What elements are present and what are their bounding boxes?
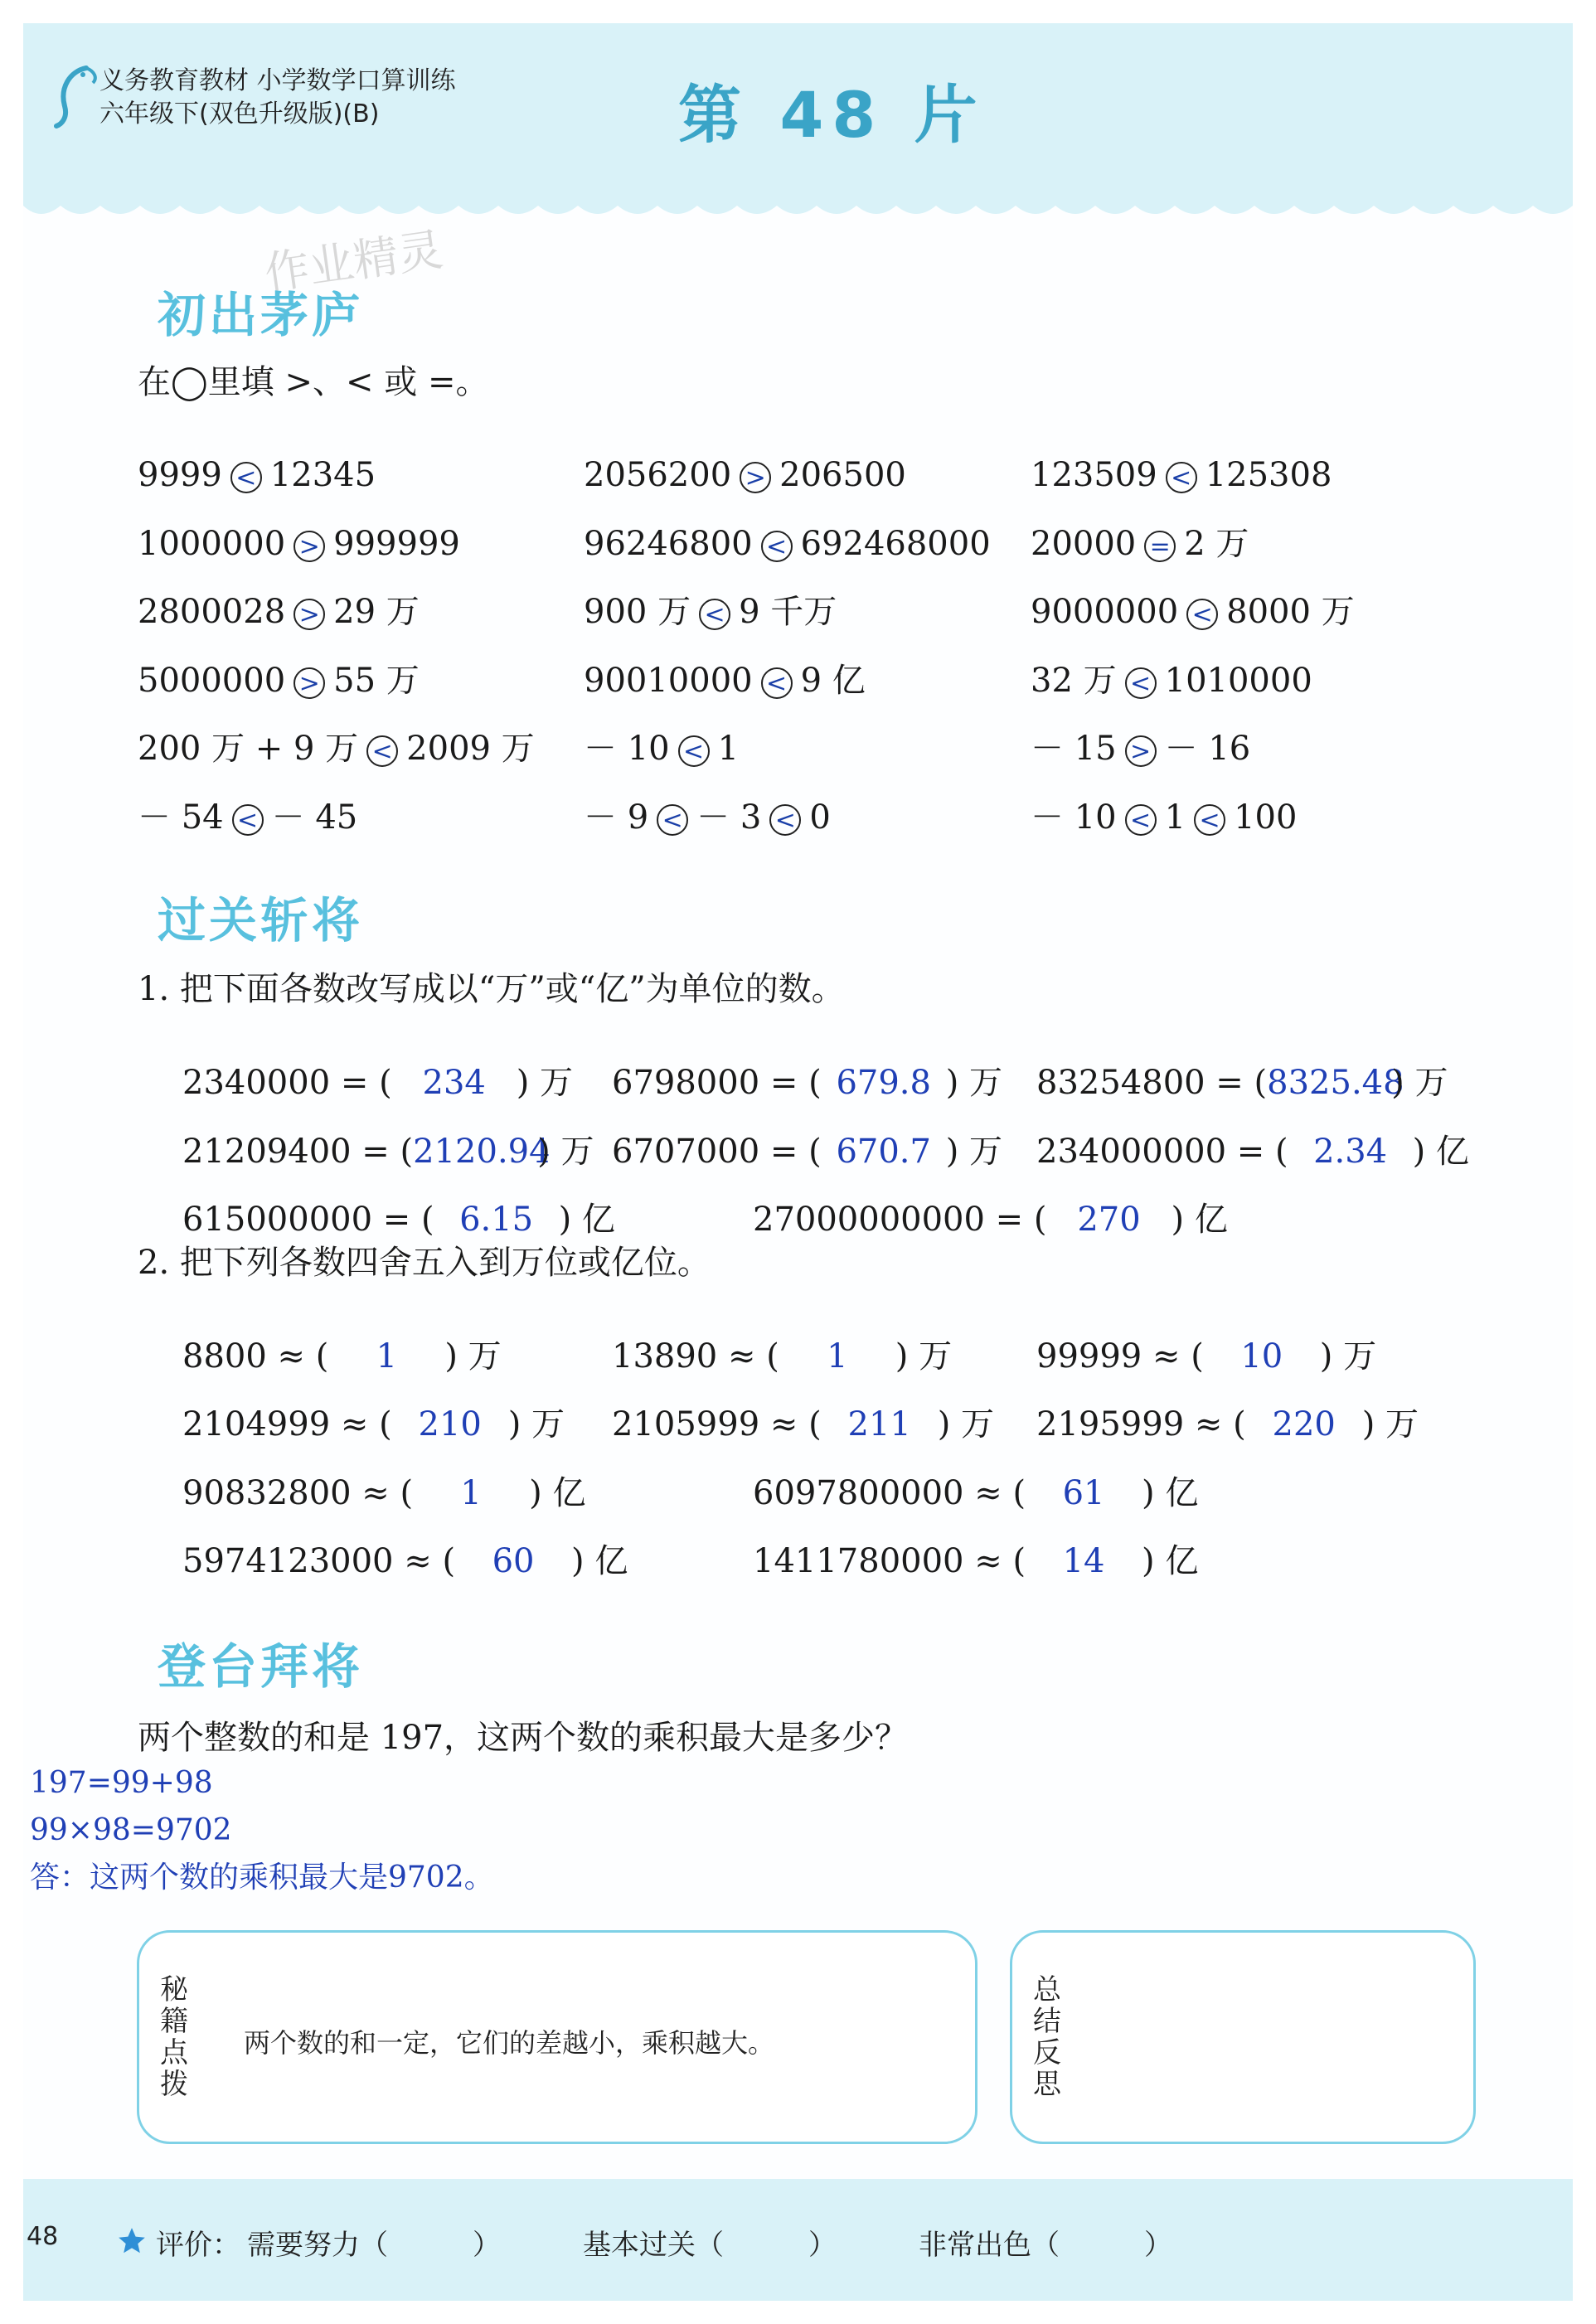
fill-in-item [612, 1062, 1002, 1104]
right-value: 12345 [269, 456, 376, 494]
comparison-chain [1031, 797, 1297, 838]
item-prompt: 2104999 ≈ ( [182, 1405, 392, 1443]
item-unit: ) 万 [945, 1133, 1003, 1171]
item-prompt: 13890 ≈ ( [612, 1337, 779, 1375]
left-value: 90010000 [584, 661, 753, 700]
answer-blank[interactable]: 1 [376, 1337, 398, 1375]
right-value: 999999 [333, 524, 460, 563]
item-unit: ) 万 [507, 1405, 565, 1443]
fill-in-item [182, 1336, 502, 1377]
comparison-item [138, 728, 535, 769]
item-unit: ) 亿 [1142, 1542, 1199, 1580]
item-unit: ) 万 [537, 1133, 594, 1171]
fill-in-item [753, 1540, 1198, 1582]
answer-blank[interactable]: 210 [418, 1405, 482, 1443]
comparison-circle[interactable]: < [1125, 667, 1157, 699]
comparison-item [1031, 728, 1250, 769]
item-prompt: 90832800 ≈ ( [182, 1474, 414, 1512]
item-prompt: 99999 ≈ ( [1036, 1337, 1204, 1375]
item-prompt: 5974123000 ≈ ( [182, 1542, 456, 1580]
comparison-item [584, 591, 837, 633]
right-value: 2 万 [1184, 524, 1249, 563]
right-value: － 16 [1164, 730, 1251, 768]
fill-in-item [182, 1473, 585, 1514]
item-unit: ) 亿 [1142, 1474, 1199, 1512]
item-unit: ) 亿 [558, 1201, 615, 1239]
right-value: 9 千万 [739, 593, 837, 631]
item-prompt: 21209400 = ( [182, 1133, 414, 1171]
left-value: 2800028 [138, 593, 286, 631]
item-unit: ) 亿 [1412, 1133, 1469, 1171]
answer-blank[interactable]: 220 [1272, 1405, 1336, 1443]
comparison-item [1031, 591, 1355, 633]
summary-box [1010, 1930, 1476, 2144]
comparison-item [1031, 454, 1332, 496]
left-value: 1000000 [138, 524, 286, 563]
challenge-question: 两个整数的和是 197，这两个数的乘积最大是多少？ [138, 1719, 909, 1757]
fill-in-item [1036, 1062, 1448, 1104]
value: 100 [1234, 798, 1298, 837]
fill-in-item [182, 1199, 615, 1240]
right-value: 29 万 [333, 593, 420, 631]
item-prompt: 1411780000 ≈ ( [753, 1542, 1026, 1580]
answer-line-2: 99×98=9702 [30, 1813, 232, 1847]
answer-blank[interactable]: 2120.94 [413, 1133, 551, 1171]
right-value: 206500 [779, 456, 906, 494]
page-number: 48 [27, 2222, 59, 2251]
right-value: 125308 [1205, 456, 1332, 494]
answer-line-1: 197=99+98 [30, 1766, 213, 1800]
item-unit: ) 亿 [571, 1542, 628, 1580]
series-line-1: 义务教育教材 小学数学口算训练 [99, 66, 456, 95]
right-value: 8000 万 [1226, 593, 1355, 631]
comparison-circle[interactable]: > [293, 667, 325, 699]
fill-in-item [182, 1540, 628, 1582]
answer-blank[interactable]: 60 [492, 1542, 535, 1580]
left-value: 5000000 [138, 661, 286, 700]
fill-in-item [182, 1404, 565, 1445]
answer-blank[interactable]: 679.8 [836, 1064, 931, 1102]
left-value: 2056200 [584, 456, 732, 494]
fill-in-item [1036, 1131, 1469, 1172]
comparison-item [1031, 523, 1249, 565]
answer-blank[interactable]: 1 [460, 1474, 482, 1512]
item-prompt: 615000000 = ( [182, 1201, 434, 1239]
fill-in-item [612, 1131, 1002, 1172]
comparison-item [584, 728, 739, 769]
comparison-circle[interactable]: > [740, 462, 771, 493]
comparison-circle[interactable]: < [678, 735, 710, 767]
comparison-circle[interactable]: < [230, 462, 262, 493]
answer-blank[interactable]: 61 [1062, 1474, 1105, 1512]
fill-in-item [182, 1062, 573, 1104]
evaluation-option-excellent: 非常出色（ ） [919, 2229, 1172, 2262]
comparison-circle[interactable]: < [657, 804, 688, 836]
comparison-circle[interactable]: < [761, 531, 793, 562]
item-prompt: 2340000 = ( [182, 1064, 392, 1102]
question-2: 2. 把下列各数四舍五入到万位或亿位。 [138, 1244, 711, 1282]
evaluation-label: 评价： [156, 2229, 240, 2262]
comparison-circle[interactable]: < [1166, 462, 1197, 493]
answer-blank[interactable]: 211 [847, 1405, 911, 1443]
item-prompt: 27000000000 = ( [753, 1201, 1047, 1239]
fill-in-item [612, 1404, 994, 1445]
item-prompt: 2105999 ≈ ( [612, 1405, 822, 1443]
item-prompt: 6707000 = ( [612, 1133, 822, 1171]
comparison-circle[interactable]: > [1125, 735, 1157, 767]
answer-blank[interactable]: 234 [422, 1064, 486, 1102]
worksheet-page [23, 23, 1573, 2301]
item-unit: ) 亿 [1171, 1201, 1228, 1239]
comparison-circle[interactable]: < [1125, 804, 1157, 836]
evaluation-option-needs-effort: 需要努力（ ） [247, 2229, 501, 2262]
answer-blank[interactable]: 6.15 [459, 1201, 534, 1239]
fill-in-item [753, 1473, 1198, 1514]
item-unit: ) 万 [444, 1337, 502, 1375]
comparison-circle[interactable]: < [366, 735, 398, 767]
star-icon [116, 2225, 148, 2257]
item-unit: ) 万 [1361, 1405, 1419, 1443]
comparison-circle[interactable]: < [699, 599, 730, 630]
comparison-item [584, 660, 866, 701]
answer-blank[interactable]: 8325.48 [1267, 1064, 1404, 1102]
answer-blank[interactable]: 1 [827, 1337, 848, 1375]
comparison-item [1031, 660, 1312, 701]
value: － 10 [1031, 798, 1117, 837]
tip-box-label: 秘籍点拨 [160, 1973, 188, 2101]
item-unit: ) 万 [1319, 1337, 1377, 1375]
right-value: 1 [717, 730, 740, 768]
value: － 9 [584, 798, 649, 837]
left-value: 200 万 + 9 万 [138, 730, 359, 768]
answer-blank[interactable]: 10 [1240, 1337, 1283, 1375]
left-value: － 10 [584, 730, 670, 768]
item-unit: ) 万 [516, 1064, 574, 1102]
left-value: 900 万 [584, 593, 691, 631]
comparison-circle[interactable]: > [293, 531, 325, 562]
item-prompt: 8800 ≈ ( [182, 1337, 329, 1375]
left-value: 9999 [138, 456, 222, 494]
left-value: 9000000 [1031, 593, 1179, 631]
item-prompt: 2195999 ≈ ( [1036, 1405, 1246, 1443]
answer-blank[interactable]: 670.7 [836, 1133, 931, 1171]
comparison-circle[interactable]: < [761, 667, 793, 699]
header-band [23, 23, 1573, 206]
left-value: 20000 [1031, 524, 1137, 563]
comparison-item [138, 660, 420, 701]
comparison-circle[interactable]: = [1144, 531, 1176, 562]
question-1: 1. 把下面各数改写成以“万”或“亿”为单位的数。 [138, 970, 845, 1008]
right-value: － 45 [271, 798, 358, 837]
fill-in-item [1036, 1404, 1419, 1445]
right-value: 692468000 [800, 524, 991, 563]
footer-band [23, 2179, 1573, 2301]
answer-line-3: 答：这两个数的乘积最大是9702。 [30, 1861, 494, 1895]
summary-box-label: 总结反思 [1033, 1973, 1061, 2101]
item-unit: ) 万 [1391, 1064, 1448, 1102]
item-prompt: 234000000 = ( [1036, 1133, 1288, 1171]
answer-blank[interactable]: 2.34 [1313, 1133, 1388, 1171]
section-title-2: 过关斩将 [158, 892, 364, 949]
comparison-item [138, 797, 357, 838]
evaluation-option-basic-pass: 基本过关（ ） [583, 2229, 837, 2262]
series-info [99, 65, 456, 131]
left-value: － 54 [138, 798, 224, 837]
answer-blank[interactable]: 14 [1062, 1542, 1105, 1580]
header-wave-divider [23, 189, 1573, 239]
comparison-item [138, 523, 460, 565]
section-title-1: 初出茅庐 [158, 287, 364, 343]
comparison-circle[interactable]: < [769, 804, 801, 836]
fill-in-item [182, 1131, 594, 1172]
section1-instruction: 在◯里填 >、< 或 =。 [138, 363, 489, 401]
tip-box [137, 1930, 977, 2144]
item-unit: ) 万 [937, 1405, 995, 1443]
item-unit: ) 亿 [529, 1474, 586, 1512]
comparison-item [138, 454, 376, 496]
item-unit: ) 万 [945, 1064, 1003, 1102]
fill-in-item [1036, 1336, 1376, 1377]
comparison-item [584, 523, 991, 565]
watermark: 作业精灵 [261, 223, 446, 300]
answer-blank[interactable]: 270 [1077, 1201, 1141, 1239]
page-title: 第 48 片 [678, 78, 986, 152]
right-value: 1010000 [1164, 661, 1312, 700]
tip-box-text: 两个数的和一定，它们的差越小，乘积越大。 [244, 2027, 775, 2059]
comparison-item [138, 591, 420, 633]
left-value: － 15 [1031, 730, 1117, 768]
left-value: 123509 [1031, 456, 1157, 494]
series-line-2: 六年级下(双色升级版)(B) [99, 99, 380, 129]
section-title-3: 登台拜将 [158, 1638, 364, 1695]
item-prompt: 6097800000 ≈ ( [753, 1474, 1026, 1512]
comparison-circle[interactable]: < [232, 804, 264, 836]
value: 1 [1164, 798, 1186, 837]
comparison-circle[interactable]: > [293, 599, 325, 630]
left-value: 96246800 [584, 524, 753, 563]
fill-in-item [753, 1199, 1228, 1240]
comparison-item [584, 454, 906, 496]
fill-in-item [612, 1336, 952, 1377]
value: 0 [809, 798, 831, 837]
right-value: 2009 万 [406, 730, 535, 768]
item-unit: ) 万 [895, 1337, 953, 1375]
shrimp-logo-icon [53, 63, 103, 129]
item-prompt: 83254800 = ( [1036, 1064, 1268, 1102]
item-prompt: 6798000 = ( [612, 1064, 822, 1102]
right-value: 55 万 [333, 661, 420, 700]
left-value: 32 万 [1031, 661, 1117, 700]
right-value: 9 亿 [800, 661, 866, 700]
comparison-circle[interactable]: < [1186, 599, 1218, 630]
value: － 3 [696, 798, 762, 837]
comparison-chain [584, 797, 831, 838]
comparison-circle[interactable]: < [1194, 804, 1225, 836]
